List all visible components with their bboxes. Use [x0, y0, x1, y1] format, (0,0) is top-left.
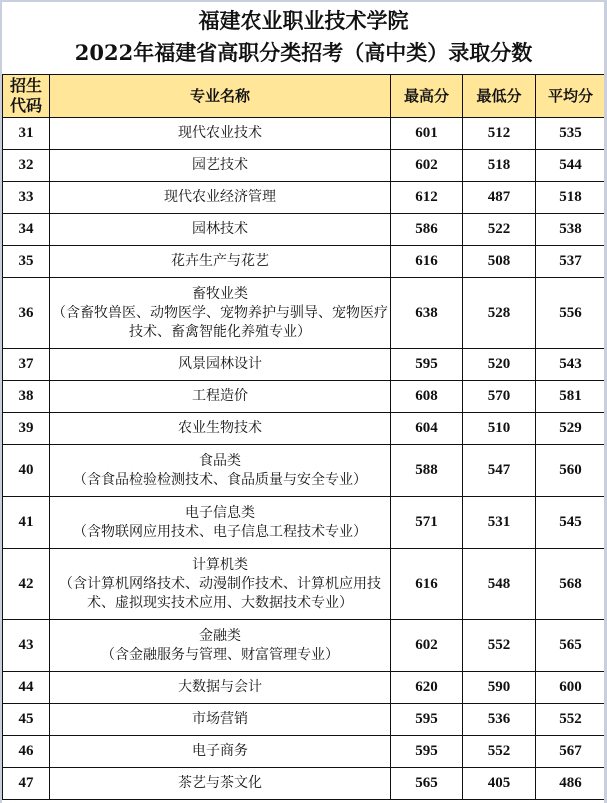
- cell-major: [50, 672, 391, 704]
- cell-major: [50, 118, 391, 150]
- major-name: 风景园林设计: [178, 356, 262, 372]
- cell-min: 552: [463, 620, 536, 672]
- major-subtitle: （含食品检验检测技术、食品质量与安全专业）: [73, 471, 367, 488]
- cell-max: 595: [391, 349, 463, 381]
- major-name: 食品类: [199, 452, 241, 469]
- document-title-block: [0, 0, 607, 74]
- table-title: 2022年福建省高职分类招考（高中类）录取分数: [74, 40, 533, 65]
- admission-scores-table: [2, 74, 606, 800]
- cell-code: 32: [3, 150, 50, 182]
- cell-major: [50, 445, 391, 497]
- cell-code: 44: [3, 672, 50, 704]
- cell-major: [50, 150, 391, 182]
- cell-major: [50, 214, 391, 246]
- major-name: 金融类: [199, 627, 241, 644]
- cell-max: 638: [391, 278, 463, 349]
- major-name: 畜牧业类: [192, 285, 248, 302]
- cell-min: 510: [463, 413, 536, 445]
- cell-min: 508: [463, 246, 536, 278]
- cell-avg: 543: [536, 349, 606, 381]
- cell-avg: 581: [536, 381, 606, 413]
- cell-code: 36: [3, 278, 50, 349]
- cell-code: 46: [3, 736, 50, 768]
- major-name: 市场营销: [192, 711, 248, 727]
- cell-min: 548: [463, 549, 536, 620]
- table-row: [3, 150, 606, 182]
- major-name: 电子信息类: [185, 504, 255, 521]
- cell-avg: 567: [536, 736, 606, 768]
- major-subtitle: （含计算机网络技术、动漫制作技术、计算机应用技术、虚拟现实技术应用、大数据技术专业）: [59, 575, 381, 611]
- cell-max: 565: [391, 768, 463, 800]
- cell-avg: 486: [536, 768, 606, 800]
- cell-code: 33: [3, 182, 50, 214]
- cell-min: 522: [463, 214, 536, 246]
- cell-code: 39: [3, 413, 50, 445]
- major-name: 农业生物技术: [178, 420, 262, 436]
- cell-code: 41: [3, 497, 50, 549]
- cell-code: 42: [3, 549, 50, 620]
- table-row: [3, 278, 606, 349]
- cell-avg: 529: [536, 413, 606, 445]
- table-row: [3, 497, 606, 549]
- cell-avg: 535: [536, 118, 606, 150]
- cell-avg: 538: [536, 214, 606, 246]
- cell-major: [50, 349, 391, 381]
- cell-major: [50, 381, 391, 413]
- cell-max: 608: [391, 381, 463, 413]
- table-row: [3, 549, 606, 620]
- cell-max: 620: [391, 672, 463, 704]
- cell-max: 571: [391, 497, 463, 549]
- major-subtitle: （含金融服务与管理、财富管理专业）: [101, 646, 339, 663]
- major-name: 现代农业经济管理: [164, 189, 276, 205]
- table-row: [3, 413, 606, 445]
- cell-major: [50, 620, 391, 672]
- major-name: 园林技术: [192, 221, 248, 237]
- cell-avg: 552: [536, 704, 606, 736]
- cell-code: 38: [3, 381, 50, 413]
- cell-min: 570: [463, 381, 536, 413]
- cell-major: [50, 549, 391, 620]
- major-name: 电子商务: [192, 743, 248, 759]
- table-row: [3, 768, 606, 800]
- cell-min: 590: [463, 672, 536, 704]
- cell-major: [50, 736, 391, 768]
- table-header-row: [3, 75, 606, 118]
- cell-avg: 565: [536, 620, 606, 672]
- table-row: [3, 704, 606, 736]
- cell-min: 528: [463, 278, 536, 349]
- cell-major: [50, 278, 391, 349]
- header-min: 最低分: [463, 75, 536, 118]
- table-row: [3, 349, 606, 381]
- cell-max: 612: [391, 182, 463, 214]
- cell-min: 552: [463, 736, 536, 768]
- major-name: 现代农业技术: [178, 125, 262, 141]
- cell-min: 520: [463, 349, 536, 381]
- cell-code: 45: [3, 704, 50, 736]
- cell-major: [50, 497, 391, 549]
- cell-code: 43: [3, 620, 50, 672]
- major-name: 大数据与会计: [178, 679, 262, 695]
- cell-max: 595: [391, 704, 463, 736]
- cell-major: [50, 704, 391, 736]
- cell-code: 47: [3, 768, 50, 800]
- cell-max: 602: [391, 620, 463, 672]
- cell-avg: 518: [536, 182, 606, 214]
- cell-avg: 537: [536, 246, 606, 278]
- cell-code: 31: [3, 118, 50, 150]
- major-name: 工程造价: [192, 388, 248, 404]
- major-subtitle: （含物联网应用技术、电子信息工程技术专业）: [73, 523, 367, 540]
- table-row: [3, 736, 606, 768]
- cell-avg: 556: [536, 278, 606, 349]
- cell-avg: 544: [536, 150, 606, 182]
- header-code-label: 招生代码: [10, 76, 43, 115]
- cell-max: 601: [391, 118, 463, 150]
- header-code: [3, 75, 50, 118]
- cell-avg: 600: [536, 672, 606, 704]
- cell-min: 536: [463, 704, 536, 736]
- table-row: [3, 381, 606, 413]
- table-row: [3, 672, 606, 704]
- cell-max: 595: [391, 736, 463, 768]
- cell-min: 512: [463, 118, 536, 150]
- table-row: [3, 445, 606, 497]
- major-name: 花卉生产与花艺: [171, 253, 269, 269]
- cell-code: 34: [3, 214, 50, 246]
- cell-max: 616: [391, 549, 463, 620]
- table-row: [3, 182, 606, 214]
- cell-min: 547: [463, 445, 536, 497]
- cell-max: 616: [391, 246, 463, 278]
- table-row: [3, 246, 606, 278]
- cell-code: 37: [3, 349, 50, 381]
- major-name: 计算机类: [192, 556, 248, 573]
- cell-avg: 568: [536, 549, 606, 620]
- major-name: 茶艺与茶文化: [178, 775, 262, 791]
- major-subtitle: （含畜牧兽医、动物医学、宠物养护与驯导、宠物医疗技术、畜禽智能化养殖专业）: [52, 304, 388, 340]
- table-row: [3, 214, 606, 246]
- cell-major: [50, 246, 391, 278]
- cell-code: 35: [3, 246, 50, 278]
- header-major: 专业名称: [50, 75, 391, 118]
- table-row: [3, 118, 606, 150]
- table-row: [3, 620, 606, 672]
- cell-avg: 545: [536, 497, 606, 549]
- school-name-title: 福建农业职业技术学院: [198, 8, 409, 33]
- cell-max: 586: [391, 214, 463, 246]
- cell-code: 40: [3, 445, 50, 497]
- cell-max: 588: [391, 445, 463, 497]
- major-name: 园艺技术: [192, 157, 248, 173]
- cell-major: [50, 413, 391, 445]
- cell-major: [50, 768, 391, 800]
- cell-min: 531: [463, 497, 536, 549]
- cell-major: [50, 182, 391, 214]
- cell-avg: 560: [536, 445, 606, 497]
- cell-max: 602: [391, 150, 463, 182]
- cell-max: 604: [391, 413, 463, 445]
- cell-min: 518: [463, 150, 536, 182]
- header-avg: 平均分: [536, 75, 606, 118]
- header-max: 最高分: [391, 75, 463, 118]
- cell-min: 405: [463, 768, 536, 800]
- cell-min: 487: [463, 182, 536, 214]
